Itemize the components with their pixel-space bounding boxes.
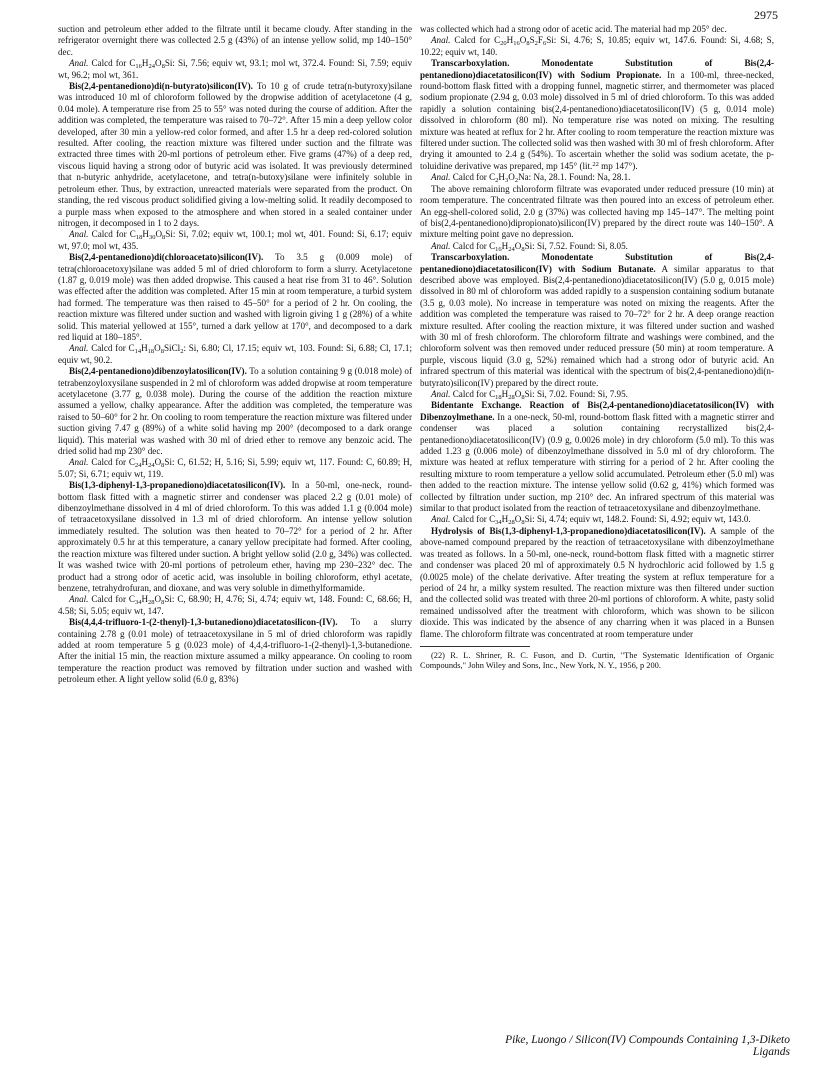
- text: H: [141, 343, 148, 354]
- text: A similar apparatus to that described above was employed. Bis(2,4-pentanediono)diacetatosilicon(IV) (5.0 g, 0.015 mole) dissolved in 80 ml of chloroform was added rapidly to a suspension containing sodium butanate (3.5 g, 0.03 mole). No increase in temperature was noted on mixing the reagents. After the addition was completed the temperature was raised to 70–72° for 2 hr. A deep orange reaction mixture resulted. After cooling the reaction mixture, it was filtered under suction and washed with 30 ml of fresh chloroform. The chloroform filtrate and washings were combined, and the chloroform solvent was then removed under reduced pressure (50 min) at room temperature. A purple, viscous liquid (3.0 g, 52%) remained which had a strong odor of butyric acid. An infrared spectrum of this material was identical with the spectrum of bis(2,4-pentanediono)di(n-butyrato)silicon(IV) prepared by the direct route.: [420, 263, 774, 388]
- text: O: [154, 343, 161, 354]
- subscript: 24: [148, 462, 155, 470]
- text: To a slurry containing 2.78 g (0.01 mole) of tetraacetoxysilane in 5 ml of dried chloroform was rapidly added at room temperature 5 g (0.023 mole) of 4,4,4-trifluoro-1-(2-thenyl)-1,3-butanedione. After the initial 15 min, the reaction mixture assumed a milky appearance. On cooling to room temperature the reaction product was removed by filtration under suction and washed with petroleum ether. A light yellow solid (6.0 g, 83%): [58, 617, 412, 685]
- section-title: Transcarboxylation. Monodentate Substitution of Bis(2,4-pentanediono)diacetatosilicon(IV) with Sodium Butanate.: [420, 252, 774, 274]
- running-footer: Pike, Luongo / Silicon(IV) Compounds Containing 1,3-Diketo Ligands: [505, 1034, 790, 1058]
- anal-label: Anal.: [69, 343, 89, 354]
- text: H: [141, 58, 149, 69]
- text: H: [501, 240, 509, 251]
- text: Si: Si, 4.76; S, 10.85; equiv wt, 147.6. Found: Si, 4.68; S, 10.22; equiv wt, 140.: [420, 35, 774, 57]
- section-title: Bis(2,4-pentanediono)dibenzoylatosilicon(IV).: [69, 366, 247, 377]
- section-paragraph: [58, 252, 412, 343]
- text: Si: C, 61.52; H, 5.16; Si, 5.99; equiv wt, 117. Found: C, 60.89; H, 5.07; Si, 6.71; equiv wt, 119.: [58, 457, 412, 479]
- section-title: Bis(2,4-pentanediono)di(chloroacetato)silicon(IV).: [69, 252, 264, 263]
- text: O: [154, 58, 162, 69]
- subscript: 16: [513, 40, 520, 48]
- text: Calcd for C: [88, 594, 135, 605]
- text: mp 147°).: [598, 160, 638, 171]
- subscript: 20: [500, 40, 507, 48]
- text: In a 50-ml, one-neck, round-bottom flask fitted with a magnetic stirrer and condenser was placed 2.2 g (0.01 mole) of dibenzoylmethane dissolved in 4 ml of dried chloroform. To this was added 1.1 g (0.004 mole) of tetraacetoxysilane dissolved in 1.3 ml of dried chloroform. An intense yellow solution immediately resulted. The solution was then heated to 70–72° for a period of 2 hr. After approximately 0.5 hr at this temperature, a canary yellow precipitate had formed. After cooling, the reaction mixture was filtered under suction. A bright yellow solid (2.0 g, 34%) was collected. It was washed twice with 20-ml portions of petroleum ether, having mp 230–232° dec. The product had a strong odor of acetic acid, was insoluble in boiling chloroform, ethyl acetate, benzene, tetrahydrofuran, and dioxane, and was very soluble in dimethylformamide.: [58, 480, 412, 593]
- text: O: [514, 389, 522, 399]
- section-title: Bidentante Exchange. Reaction of Bis(2,4-pentanediono)diacetatosilicon(IV) with Dibenzoylmethane.: [420, 400, 774, 422]
- analysis-line: [420, 389, 774, 400]
- section-paragraph: [420, 400, 774, 514]
- anal-label: Anal.: [69, 58, 89, 69]
- subscript: 8: [521, 519, 525, 527]
- subscript: 3: [504, 177, 509, 185]
- subscript: 8: [162, 234, 166, 242]
- anal-label: Anal.: [431, 389, 451, 399]
- subscript: 24: [508, 245, 515, 253]
- subscript: 30: [148, 234, 156, 242]
- section-title: Bis(4,4,4-trifluoro-1-(2-thenyl)-1,3-butanediono)diacetatosilicon-(IV).: [69, 617, 338, 628]
- subscript: 28: [148, 599, 155, 607]
- text: H: [142, 229, 149, 240]
- text: Calcd for C: [88, 457, 135, 468]
- anal-label: Anal.: [431, 240, 451, 251]
- footnote-divider: [420, 646, 530, 647]
- anal-label: Anal.: [431, 172, 451, 183]
- subscript: 8: [161, 599, 165, 607]
- text: Calcd for C: [450, 35, 501, 46]
- paragraph: The above remaining chloroform filtrate was evaporated under reduced pressure (10 min) at room temperature. The concentrated filtrate was then poured into an excess of petroleum ether. An egg-shell-colored solid, 2.0 g (37%) was collected having mp 145–147°. The melting point of bis(2,4-pentanediono)dipropionato)silicon(IV) prepared by the direct route was 140–150°. A mixture melting point gave no depression.: [420, 183, 774, 240]
- text: O: [514, 514, 522, 525]
- text: O: [508, 172, 515, 183]
- left-column: [58, 24, 412, 686]
- text: S: [529, 35, 535, 46]
- analysis-line: [420, 172, 774, 183]
- text: O: [519, 35, 527, 46]
- subscript: 2: [495, 177, 499, 185]
- analysis-line: [58, 343, 412, 366]
- subscript: 6: [542, 40, 547, 48]
- subscript: 8: [526, 40, 530, 48]
- section-paragraph: [58, 617, 412, 685]
- subscript: 8: [521, 394, 525, 401]
- subscript: 24: [135, 462, 142, 470]
- footnote: (22) R. L. Shriner, R. C. Fuson, and D. Curtin, "The Systematic Identification of Organic Compounds," John Wiley and Sons, Inc., New York, N. Y., 1956, p 200.: [420, 650, 774, 671]
- analysis-line: [58, 594, 412, 617]
- text: SiCl: [164, 343, 181, 354]
- text: H: [501, 514, 509, 525]
- text: H: [506, 35, 514, 46]
- anal-label: Anal.: [431, 35, 451, 46]
- section-paragraph: [58, 366, 412, 457]
- text: Calcd for C: [450, 514, 496, 525]
- anal-label: Anal.: [69, 594, 89, 605]
- analysis-line: [420, 241, 774, 252]
- text: Si: C, 68.90; H, 4.76; Si, 4.74; equiv wt, 148. Found: C, 68.66; H, 4.58; Si, 5.05; equiv wt, 147.: [58, 594, 413, 616]
- subscript: 18: [135, 234, 143, 242]
- text: H: [141, 594, 149, 605]
- text: O: [154, 457, 162, 468]
- analysis-line: [58, 457, 412, 480]
- section-paragraph: [420, 58, 774, 172]
- text: To a solution containing 9 g (0.018 mole) of tetrabenzoyloxysilane suspended in 2 ml of chloroform was added dropwise at room temperature acetylacetone (3.77 g, 0.038 mole). During the course of the addition the reaction mixture assumed a yellow, chalky appearance. After the addition was completed, the temperature was raised to 50–60° for 2 hr. On cooling to room temperature the reaction mixture was filtered under suction giving 7.47 g (89%) of a white solid having mp 200° (decomposed to a dark orange liquid). This material was washed with 30 ml of dried ether to remove any benzoic acid. The dried solid had mp 230° dec.: [58, 366, 412, 457]
- subscript: 16: [495, 245, 502, 253]
- subscript: 8: [160, 348, 164, 356]
- text: F: [537, 35, 543, 46]
- section-title: Bis(1,3-diphenyl-1,3-propanediono)diacetatosilicon(IV).: [69, 480, 286, 491]
- text: To 10 g of crude tetra(n-butyroxy)silane was introduced 10 ml of chloroform followed by the dropwise addition of acetylacetone (4 g, 0.04 mole). A temperature rise from 25 to 55° was noted during the course of addition. After the addition was completed, the temperature was raised to 70–72°. After 15 min a deep yellow color developed, after 30 min a yellow-red color formed, and after 1.5 hr a deep red-colored solution resulted. After cooling, the reaction mixture was filtered under suction and the filtrate was extracted three times with 20-ml portions of petroleum ether. Five grams (47%) of a deep red, viscous liquid having a strong odor of butyric acid was isolated. It was previously determined that n-butyric anhydride, acetylacetone, and tetra(n-butoxy)silane were infinitely soluble in petroleum ether. Thus, by extraction, unreacted materials were separated from the product. On standing, the red viscous product solidified giving a low-melting solid. It readily decomposed to a purple mass when exposed to the atmosphere and when stored in a sealed container under nitrogen, it decomposed in 1 to 2 days.: [58, 81, 412, 228]
- text: Si: Si, 7.02. Found: Si, 7.95.: [524, 389, 628, 399]
- text: O: [155, 229, 163, 240]
- text: Calcd for C: [450, 240, 496, 251]
- text: Si: Si, 7.52. Found: Si, 8.05.: [524, 240, 628, 251]
- subscript: 2: [180, 348, 184, 356]
- text: Calcd for C: [88, 343, 135, 354]
- text: In a 100-ml, three-necked, round-bottom flask fitted with a dropping funnel, magnetic stirrer, and thermometer was placed sodium propionate (2.94 g, 0.03 mole) dissolved in 5 ml of dried chloroform. To this was added rapidly a solution containing bis(2,4-pentanediono)diacetatosilicon(IV) (5 g, 0.014 mole) dissolved in chloroform (80 ml). No temperature rise was noted on mixing. The resulting mixture was heated at reflux for 2 hr. After cooling to room temperature the reaction mixture was filtered under suction. The collected solid was then washed with 30 ml of fresh chloroform. After drying it amounted to 2.4 g (54%). To ascertain whether the solid was sodium acetate, the p-toluidine derivative was prepared, mp 145° (lit.: [420, 69, 774, 171]
- subscript: 16: [135, 63, 142, 71]
- subscript: 24: [148, 63, 155, 71]
- paragraph: was collected which had a strong odor of acetic acid. The material had mp 205° dec.: [420, 24, 727, 34]
- subscript: 28: [508, 394, 515, 401]
- subscript: 8: [521, 245, 525, 253]
- text: To 3.5 g (0.009 mole) of tetra(chloroacetoxy)silane was added 5 ml of dried chloroform to form a slurry. Acetylacetone (1.87 g, 0.019 mole) was then added dropwise. This caused a heat rise from 31 to 46°. Solution was effected after the addition was completed. After 15 min at room temperature, a turbid system had formed. The temperature was then raised to 45–50° for a period of 2 hr. On cooling, the reaction mixture was filtered under suction and washed with ligroin giving 1 g (28%) of a white solid. This material yellowed at 155°, turned a dark yellow at 170°, and decomposed to a dark red liquid at 180–185°.: [58, 252, 412, 342]
- text: H: [498, 172, 505, 183]
- text: Si: Si, 7.56; equiv wt, 93.1; mol wt, 372.4. Found: Si, 7.59; equiv wt, 96.2; mol wt, 361.: [58, 58, 412, 80]
- analysis-line: [420, 514, 774, 525]
- anal-label: Anal.: [69, 457, 89, 468]
- subscript: 18: [495, 394, 502, 401]
- analysis-line: [58, 58, 412, 81]
- subscript: 34: [134, 599, 142, 607]
- text: O: [514, 240, 522, 251]
- text: Calcd for C: [450, 172, 496, 183]
- page-number: 2975: [754, 8, 778, 22]
- section-title: Transcarboxylation. Monodentate Substitution of Bis(2,4-pentanediono)diacetatosilicon(IV) with Sodium Propionate.: [420, 58, 774, 80]
- text: Calcd for C: [88, 229, 136, 240]
- text: Calcd for C: [88, 58, 136, 69]
- section-title: Hydrolysis of Bis(1,3-diphenyl-1,3-propanediono)diacetatosilicon(IV).: [431, 525, 706, 536]
- text: Si: Si, 4.74; equiv wt, 148.2. Found: Si, 4.92; equiv wt, 143.0.: [524, 514, 751, 525]
- subscript: 8: [161, 63, 165, 71]
- section-paragraph: [58, 480, 412, 594]
- text: : Si, 6.80; Cl, 17.15; equiv wt, 103. Found: Si, 6.88; Cl, 17.1; equiv wt, 90.2.: [58, 343, 412, 365]
- text: H: [141, 457, 149, 468]
- text: In a one-neck, 50-ml, round-bottom flask fitted with a magnetic stirrer and condenser was placed a solution containing recrystallized bis(2,4-pentanediono)diacetatosilicon(IV) (0.9 g, 0.0026 mole) in dry chloroform (5.0 ml). To this was added 1.23 g (0.006 mole) of dibenzoylmethane dissolved in 5.0 ml of dry chloroform. The mixture was heated at reflux temperature with stirring for a period of 2 hr. After cooling the resulting mixture to room temperature a yellow solid accumulated. Petroleum ether (5.0 ml) was then added to the reaction mixture. The intense yellow solid (0.62 g, 41%) which formed was collected by filtration under suction, mp 210° dec. An infrared spectrum of this material was similar to that product isolated from the reaction of tetraacetoxysilane and dibenzoylmethane.: [420, 411, 774, 514]
- text: O: [154, 594, 162, 605]
- subscript: 14: [134, 348, 142, 356]
- subscript: 2: [514, 177, 519, 185]
- text: H: [501, 389, 509, 399]
- analysis-line: [58, 229, 412, 252]
- subscript: 28: [508, 519, 515, 527]
- section-paragraph: [420, 526, 774, 640]
- section-paragraph: [420, 252, 774, 389]
- analysis-line: [420, 35, 774, 58]
- paragraph: suction and petroleum ether added to the filtrate until it became cloudy. After standing in the refrigerator overnight there was collected 2.5 g (43%) of an intense yellow solid, mp 140–150° dec.: [58, 24, 412, 57]
- text: A sample of the above-named compound prepared by the reaction of tetraacetoxysilane with dibenzoylmethane was treated as follows. In a 50-ml, one-neck, round-bottom flask fitted with a magnetic stirrer and condenser was placed 20 ml of approximately 0.5 N hydrochloric acid followed by 1.5 g (0.0025 mole) of the chelate derivative. After treating the system at reflux temperature for a period of 24 hr, a milky system resulted. The reaction mixture was then filtered under suction and the collected solid was treated with three 20-ml portions of chloroform. A white, pasty solid remained undissolved after the treatment with chloroform, which was shown to be silicon dioxide. This was indicated by the absence of any charring when it was placed in a Bunsen flame. The chloroform filtrate was concentrated at room temperature under: [420, 525, 774, 639]
- reference-superscript: 22: [592, 160, 599, 168]
- section-paragraph: [58, 81, 412, 229]
- subscript: 2: [534, 40, 538, 48]
- anal-label: Anal.: [69, 229, 89, 240]
- anal-label: Anal.: [431, 514, 451, 525]
- text: Si: Si, 7.02; equiv wt, 100.1; mol wt, 401. Found: Si, 6.17; equiv wt, 97.0; mol wt, 435.: [58, 229, 413, 251]
- right-column: [420, 24, 774, 672]
- section-title: Bis(2,4-pentanediono)di(n-butyrato)silicon(IV).: [69, 81, 253, 92]
- subscript: 8: [161, 462, 165, 470]
- text: Na: Na, 28.1. Found: Na, 28.1.: [518, 172, 631, 183]
- subscript: 34: [495, 519, 502, 527]
- text: Calcd for C: [450, 389, 496, 399]
- subscript: 18: [147, 348, 155, 356]
